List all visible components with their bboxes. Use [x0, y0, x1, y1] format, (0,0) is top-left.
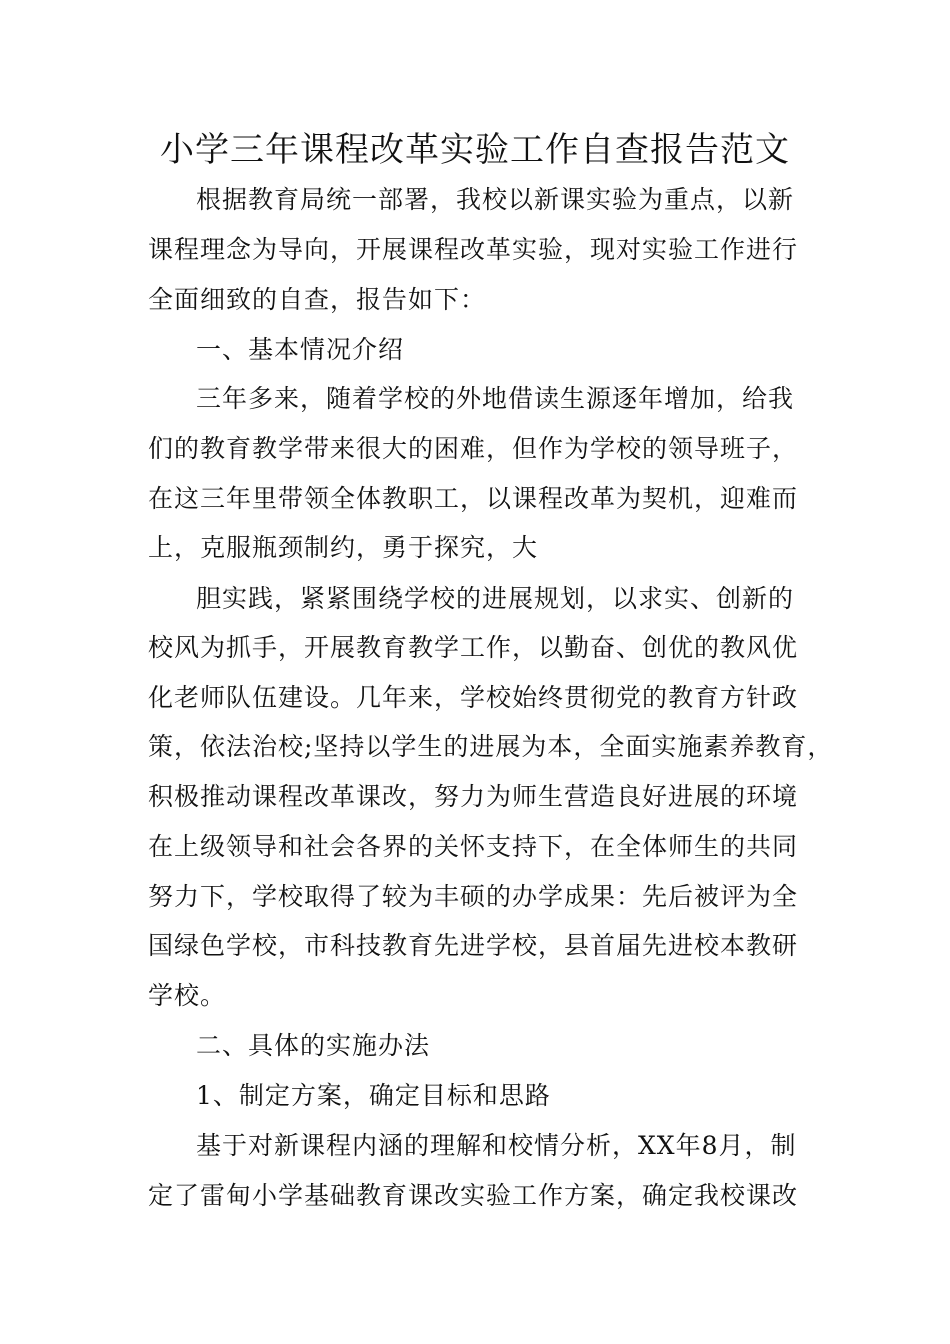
body-line: 努力下，学校取得了较为丰硕的办学成果：先后被评为全	[148, 882, 799, 911]
body-line: 胆实践，紧紧围绕学校的进展规划，以求实、创新的	[196, 584, 795, 613]
body-line: 基于对新课程内涵的理解和校情分析，XX年8月，制	[196, 1131, 797, 1160]
body-line: 课程理念为导向，开展课程改革实验，现对实验工作进行	[148, 235, 799, 264]
body-line: 策，依法治校;坚持以学生的进展为本，全面实施素养教育，	[148, 732, 834, 761]
body-line: 上，克服瓶颈制约，勇于探究，大	[148, 533, 539, 562]
subsection-heading: 1、制定方案，确定目标和思路	[196, 1081, 551, 1110]
document-title: 小学三年课程改革实验工作自查报告范文	[160, 130, 790, 170]
body-line: 积极推动课程改革课改，努力为师生营造良好进展的环境	[148, 782, 799, 811]
body-line: 校风为抓手，开展教育教学工作，以勤奋、创优的教风优	[148, 633, 799, 662]
section-heading: 二、具体的实施办法	[196, 1031, 431, 1060]
body-line: 们的教育教学带来很大的困难，但作为学校的领导班子，	[148, 434, 799, 463]
body-line: 全面细致的自查，报告如下：	[148, 285, 487, 314]
body-line: 国绿色学校，市科技教育先进学校，县首届先进校本教研	[148, 931, 799, 960]
body-line: 定了雷甸小学基础教育课改实验工作方案，确定我校课改	[148, 1181, 799, 1210]
body-line: 根据教育局统一部署，我校以新课实验为重点，以新	[196, 185, 795, 214]
body-line: 在上级领导和社会各界的关怀支持下，在全体师生的共同	[148, 832, 799, 861]
body-line: 三年多来，随着学校的外地借读生源逐年增加，给我	[196, 384, 795, 413]
body-line: 学校。	[148, 981, 227, 1010]
body-line: 化老师队伍建设。几年来，学校始终贯彻党的教育方针政	[148, 683, 799, 712]
section-heading: 一、基本情况介绍	[196, 335, 405, 364]
body-line: 在这三年里带领全体教职工，以课程改革为契机，迎难而	[148, 484, 799, 513]
